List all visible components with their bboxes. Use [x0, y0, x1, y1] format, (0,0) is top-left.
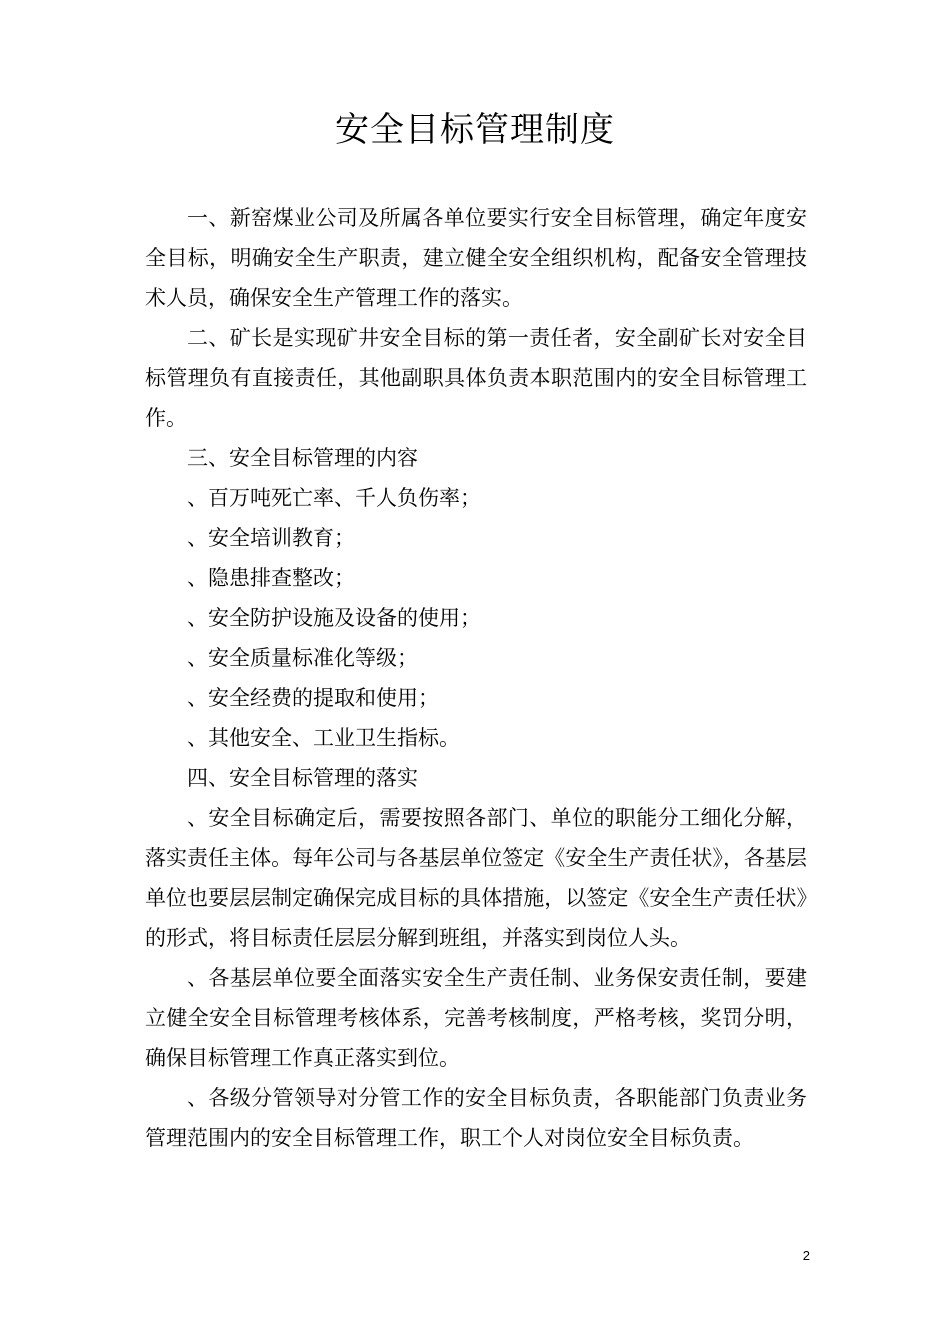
section-4-heading: 四、安全目标管理的落实: [187, 766, 418, 790]
section-3-item: 、其他安全、工业卫生指标。: [187, 726, 460, 750]
section-3-heading: 三、安全目标管理的内容: [187, 446, 418, 470]
section-3-item: 、隐患排查整改；: [187, 566, 355, 590]
document-body: [145, 198, 807, 1158]
section-4-paragraph: 、各基层单位要全面落实安全生产责任制、业务保安责任制，要建立健全安全目标管理考核体系，完善考核制度，严格考核，奖罚分明，确保目标管理工作真正落实到位。: [145, 966, 807, 1070]
section-3-item: 、安全经费的提取和使用；: [187, 686, 439, 710]
paragraph-1: 一、新窑煤业公司及所属各单位要实行安全目标管理，确定年度安全目标，明确安全生产职责，建立健全安全组织机构，配备安全管理技术人员，确保安全生产管理工作的落实。: [145, 206, 807, 310]
document-title: 安全目标管理制度: [335, 110, 615, 150]
section-3-item: 、安全培训教育；: [187, 526, 355, 550]
paragraph-2: 二、矿长是实现矿井安全目标的第一责任者，安全副矿长对安全目标管理负有直接责任，其他副职具体负责本职范围内的安全目标管理工作。: [145, 326, 807, 430]
section-4-paragraph: 、各级分管领导对分管工作的安全目标负责，各职能部门负责业务管理范围内的安全目标管理工作，职工个人对岗位安全目标负责。: [145, 1086, 807, 1150]
section-4-paragraph: 、安全目标确定后，需要按照各部门、单位的职能分工细化分解，落实责任主体。每年公司与各基层单位签定《安全生产责任状》，各基层单位也要层层制定确保完成目标的具体措施，以签定《安全生产责任状》的形式，将目标责任层层分解到班组，并落实到岗位人头。: [145, 806, 807, 950]
section-3-item: 、安全质量标准化等级；: [187, 646, 418, 670]
section-3-item: 、安全防护设施及设备的使用；: [187, 606, 481, 630]
section-3-item: 、百万吨死亡率、千人负伤率；: [187, 486, 481, 510]
page-number: 2: [802, 1248, 810, 1263]
